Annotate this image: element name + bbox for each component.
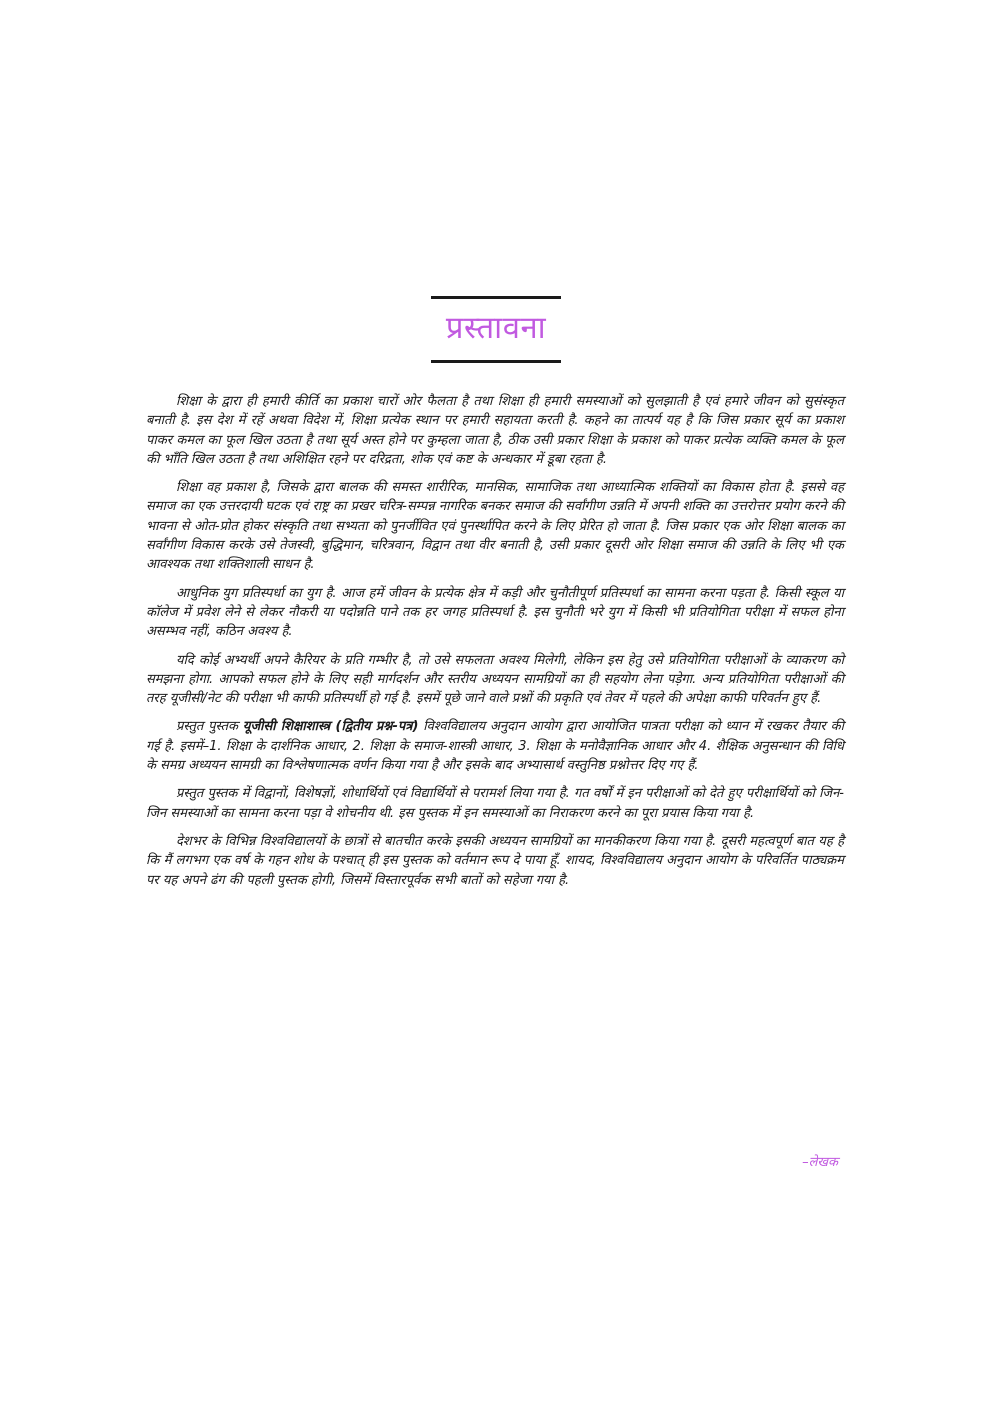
paragraph-3: आधुनिक युग प्रतिस्पर्धा का युग है. आज हमें जीवन के प्रत्येक क्षेत्र में कड़ी और चुनौतीपूर्ण प्रतिस्पर्धा का सामना करना पड़ता है. किसी स्कूल या कॉलेज में प्रवेश लेने से लेकर नौकरी या पदोन्नति पाने तक हर जगह प्रतिस्पर्धा है. इस चुनौती भरे युग में किसी भी प्रतियोगिता परीक्षा में सफल होना असम्भव नहीं, कठिन अवश्य है. (146, 585, 844, 640)
paragraph-4: यदि कोई अभ्यर्थी अपने कैरियर के प्रति गम्भीर है, तो उसे सफलता अवश्य मिलेगी, लेकिन इस हेतु उसे प्रतियोगिता परीक्षाओं के व्याकरण को समझना होगा. आपको सफल होने के लिए सही मार्गदर्शन और स्तरीय अध्ययन सामग्रियों का ही सहयोग लेना पड़ेगा. अन्य प्रतियोगिता परीक्षाओं की तरह यूजीसी/नेट की परीक्षा भी काफी प्रतिस्पर्धी हो गई है. इसमें पूछे जाने वाले प्रश्नों की प्रकृति एवं तेवर में पहले की अपेक्षा काफी परिवर्तन हुए हैं. (146, 652, 844, 707)
paragraph-7: देशभर के विभिन्न विश्वविद्यालयों के छात्रों से बातचीत करके इसकी अध्ययन सामग्रियों का मानकीकरण किया गया है. दूसरी महत्वपूर्ण बात यह है कि मैं लगभग एक वर्ष के गहन शोध के पश्चात् ही इस पुस्तक को वर्तमान रूप दे पाया हूँ. शायद, विश्वविद्यालय अनुदान आयोग के परिवर्तित पाठ्यक्रम पर यह अपने ढंग की पहली पुस्तक होगी, जिसमें विस्तारपूर्वक सभी बातों को सहेजा गया है. (146, 833, 844, 888)
paragraph-2: शिक्षा वह प्रकाश है, जिसके द्वारा बालक की समस्त शारीरिक, मानसिक, सामाजिक तथा आध्यात्मिक शक्तियों का विकास होता है. इससे वह समाज का एक उत्तरदायी घटक एवं राष्ट्र का प्रखर चरित्र-सम्पन्न नागरिक बनकर समाज की सर्वांगीण उन्नति में अपनी शक्ति का उत्तरोत्तर प्रयोग करने की भावना से ओत-प्रोत होकर संस्कृति तथा सभ्यता को पुनर्जीवित एवं पुनर्स्थापित करने के लिए प्रेरित हो जाता है. जिस प्रकार एक ओर शिक्षा बालक का सर्वांगीण विकास करके उसे तेजस्वी, बुद्धिमान, चरित्रवान, विद्वान तथा वीर बनाती है, उसी प्रकार दूसरी ओर शिक्षा समाज की उन्नति के लिए भी एक आवश्यक तथा शक्तिशाली साधन है. (146, 480, 844, 573)
title-block (0, 296, 992, 363)
page-title: प्रस्तावना (445, 310, 547, 346)
preface-body (146, 392, 844, 899)
book-title-bold: यूजीसी शिक्षाशास्त्र (द्वितीय प्रश्न-पत्र) (242, 719, 419, 735)
paragraph-5-suffix: विश्वविद्यालय अनुदान आयोग द्वारा आयोजित पात्रता परीक्षा को ध्यान में रखकर तैयार की गई है. इसमें–1. शिक्षा के दार्शनिक आधार, 2. शिक्षा के समाज-शास्त्री आधार, 3. शिक्षा के मनोवैज्ञानिक आधार और 4. शैक्षिक अनुसन्धान की विधि के समग्र अध्ययन सामग्री का विश्लेषणात्मक वर्णन किया गया है और इसके बाद अभ्यासार्थ वस्तुनिष्ठ प्रश्नोत्तर दिए गए हैं. (146, 719, 844, 774)
author-signature: –लेखक (802, 1155, 838, 1170)
paragraph-1: शिक्षा के द्वारा ही हमारी कीर्ति का प्रकाश चारों ओर फैलता है तथा शिक्षा ही हमारी समस्याओं को सुलझाती है एवं हमारे जीवन को सुसंस्कृत बनाती है. इस देश में रहें अथवा विदेश में, शिक्षा प्रत्येक स्थान पर हमारी सहायता करती है. कहने का तात्पर्य यह है कि जिस प्रकार सूर्य का प्रकाश पाकर कमल का फूल खिल उठता है तथा सूर्य अस्त होने पर कुम्हला जाता है, ठीक उसी प्रकार शिक्षा के प्रकाश को पाकर प्रत्येक व्यक्ति कमल के फूल की भाँति खिल उठता है तथा अशिक्षित रहने पर दरिद्रता, शोक एवं कष्ट के अन्धकार में डूबा रहता है. (146, 394, 844, 467)
paragraph-6: प्रस्तुत पुस्तक में विद्वानों, विशेषज्ञों, शोधार्थियों एवं विद्यार्थियों से परामर्श लिया गया है. गत वर्षों में इन परीक्षाओं को देते हुए परीक्षार्थियों को जिन-जिन समस्याओं का सामना करना पड़ा वे शोचनीय थी. इस पुस्तक में इन समस्याओं का निराकरण करने का पूरा प्रयास किया गया है. (146, 786, 844, 821)
paragraph-5-prefix: प्रस्तुत पुस्तक (176, 719, 243, 735)
paragraph-5 (146, 717, 844, 775)
title-bottom-rule (431, 360, 561, 363)
